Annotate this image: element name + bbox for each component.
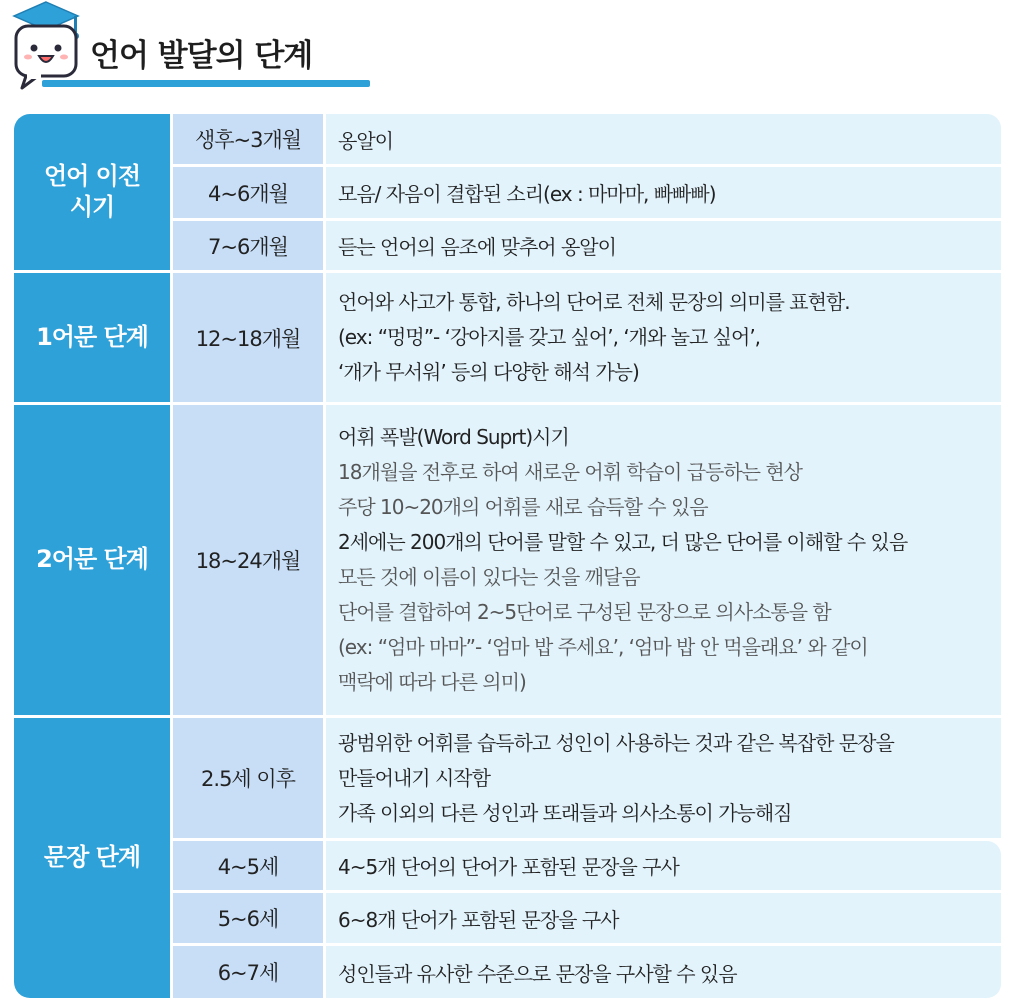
age-cell — [173, 946, 323, 998]
stage-label-line: 언어 이전 — [43, 161, 141, 190]
age-cell — [173, 841, 323, 890]
page-header — [0, 0, 1024, 100]
desc-cell — [326, 167, 1001, 218]
age-label: 4~6개월 — [208, 181, 288, 206]
desc-line: 광범위한 어휘를 습득하고 성인이 사용하는 것과 같은 복잡한 문장을 — [338, 730, 894, 755]
page-title: 언어 발달의 단계 — [90, 38, 313, 74]
graduation-cap-speech-bubble-icon — [8, 0, 84, 92]
stage-label-line: 시기 — [69, 193, 115, 221]
desc-cell — [326, 221, 1001, 270]
age-cell — [173, 893, 323, 943]
desc-cell — [326, 946, 1001, 998]
stage-cell-sentence — [14, 718, 170, 998]
desc-line: (ex: “멍멍”- ‘강아지를 갖고 싶어’, ‘개와 놀고 싶어’, — [338, 325, 761, 349]
title-underline — [42, 80, 370, 87]
age-label: 18~24개월 — [195, 549, 301, 573]
desc-line: 언어와 사고가 통합, 하나의 단어로 전체 문장의 의미를 표현함. — [338, 290, 850, 314]
age-label: 2.5세 이후 — [201, 767, 295, 791]
age-cell — [173, 167, 323, 218]
age-label: 5~6세 — [217, 907, 279, 931]
stage-label: 문장 단계 — [43, 843, 141, 872]
desc-line: 주당 10~20개의 어휘를 새로 습득할 수 있음 — [338, 495, 708, 519]
age-cell — [173, 114, 323, 164]
desc-line: 모음/ 자음이 결합된 소리(ex : 마마마, 빠빠빠) — [338, 182, 716, 206]
desc-line: 어휘 폭발(Word Suprt)시기 — [338, 425, 569, 449]
desc-cell — [326, 841, 1001, 890]
age-cell — [173, 405, 323, 715]
desc-line: 옹알이 — [338, 128, 393, 153]
desc-line: 맥락에 따라 다른 의미) — [338, 670, 526, 694]
stage-cell-prelinguistic — [14, 114, 170, 270]
desc-line: 단어를 결합하여 2~5단어로 구성된 문장으로 의사소통을 함 — [338, 600, 831, 624]
desc-line: 4~5개 단어의 단어가 포함된 문장을 구사 — [338, 855, 679, 879]
desc-line: (ex: “엄마 마마”- ‘엄마 밥 주세요’, ‘엄마 밥 안 먹을래요’ 와 같이 — [338, 635, 868, 659]
desc-cell — [326, 718, 1001, 838]
language-stage-table — [14, 114, 1001, 998]
desc-line: 성인들과 유사한 수준으로 문장을 구사할 수 있음 — [338, 961, 737, 986]
desc-line: 듣는 언어의 음조에 맞추어 옹알이 — [338, 235, 616, 259]
desc-line: ‘개가 무서워’ 등의 다양한 해석 가능) — [338, 360, 639, 384]
age-label: 12~18개월 — [195, 326, 301, 351]
desc-line: 만들어내기 시작함 — [338, 765, 490, 790]
stage-cell-one-word — [14, 273, 170, 402]
age-label: 7~6개월 — [208, 234, 288, 259]
desc-line: 가족 이외의 다른 성인과 또래들과 의사소통이 가능해짐 — [338, 800, 792, 825]
age-label: 생후~3개월 — [194, 128, 302, 152]
age-cell — [173, 221, 323, 270]
age-label: 4~5세 — [217, 854, 279, 879]
stage-label: 1어문 단계 — [36, 322, 148, 351]
desc-line: 6~8개 단어가 포함된 문장을 구사 — [338, 907, 619, 932]
stage-label: 2어문 단계 — [36, 545, 148, 574]
desc-cell — [326, 893, 1001, 943]
desc-cell — [326, 405, 1001, 715]
desc-line: 18개월을 전후로 하여 새로운 어휘 학습이 급등하는 현상 — [338, 460, 802, 484]
desc-cell — [326, 273, 1001, 402]
stage-cell-two-word — [14, 405, 170, 715]
age-cell — [173, 273, 323, 402]
age-cell — [173, 718, 323, 838]
desc-line: 2세에는 200개의 단어를 말할 수 있고, 더 많은 단어를 이해할 수 있음 — [338, 530, 908, 554]
desc-cell — [326, 114, 1001, 164]
desc-line: 모든 것에 이름이 있다는 것을 깨달음 — [338, 565, 640, 589]
age-label: 6~7세 — [217, 961, 279, 985]
